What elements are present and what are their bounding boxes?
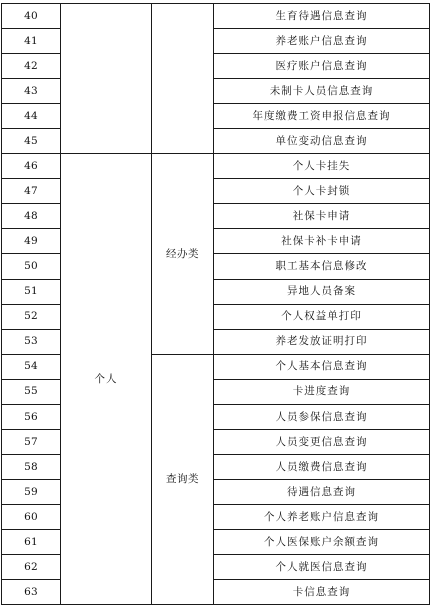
table-row [2,4,430,29]
object-cell-blank [61,4,152,154]
row-number: 45 [2,129,61,154]
row-number: 56 [2,404,61,429]
service-item: 年度缴费工资申报信息查询 [214,104,430,129]
service-item: 待遇信息查询 [214,479,430,504]
service-item: 人员变更信息查询 [214,429,430,454]
object-cell: 个人 [61,154,152,605]
row-number: 53 [2,329,61,354]
row-number: 57 [2,429,61,454]
service-item: 异地人员备案 [214,279,430,304]
row-number: 55 [2,379,61,404]
service-item: 未制卡人员信息查询 [214,79,430,104]
service-item: 人员缴费信息查询 [214,454,430,479]
service-item: 社保卡申请 [214,204,430,229]
row-number: 40 [2,4,61,29]
row-number: 48 [2,204,61,229]
table-row [2,154,430,179]
service-item: 社保卡补卡申请 [214,229,430,254]
service-item: 养老发放证明打印 [214,329,430,354]
service-item: 卡信息查询 [214,580,430,605]
service-item: 人员参保信息查询 [214,404,430,429]
service-item: 卡进度查询 [214,379,430,404]
service-item: 职工基本信息修改 [214,254,430,279]
row-number: 61 [2,529,61,554]
category-cell-blank [152,4,214,154]
service-item: 个人权益单打印 [214,304,430,329]
service-item: 个人就医信息查询 [214,555,430,580]
row-number: 44 [2,104,61,129]
row-number: 63 [2,580,61,605]
row-number: 50 [2,254,61,279]
row-number: 59 [2,479,61,504]
row-number: 60 [2,504,61,529]
service-item: 医疗账户信息查询 [214,54,430,79]
row-number: 46 [2,154,61,179]
row-number: 47 [2,179,61,204]
row-number: 52 [2,304,61,329]
row-number: 51 [2,279,61,304]
row-number: 42 [2,54,61,79]
category-query-cell: 查询类 [152,354,214,604]
row-number: 41 [2,29,61,54]
services-table [1,3,430,605]
row-number: 58 [2,454,61,479]
service-item: 个人卡挂失 [214,154,430,179]
service-item: 生育待遇信息查询 [214,4,430,29]
row-number: 43 [2,79,61,104]
service-item: 个人养老账户信息查询 [214,504,430,529]
row-number: 54 [2,354,61,379]
service-item: 个人基本信息查询 [214,354,430,379]
row-number: 62 [2,555,61,580]
category-handling-cell: 经办类 [152,154,214,354]
service-item: 养老账户信息查询 [214,29,430,54]
service-item: 个人卡封锁 [214,179,430,204]
service-item: 个人医保账户余额查询 [214,529,430,554]
service-item: 单位变动信息查询 [214,129,430,154]
row-number: 49 [2,229,61,254]
